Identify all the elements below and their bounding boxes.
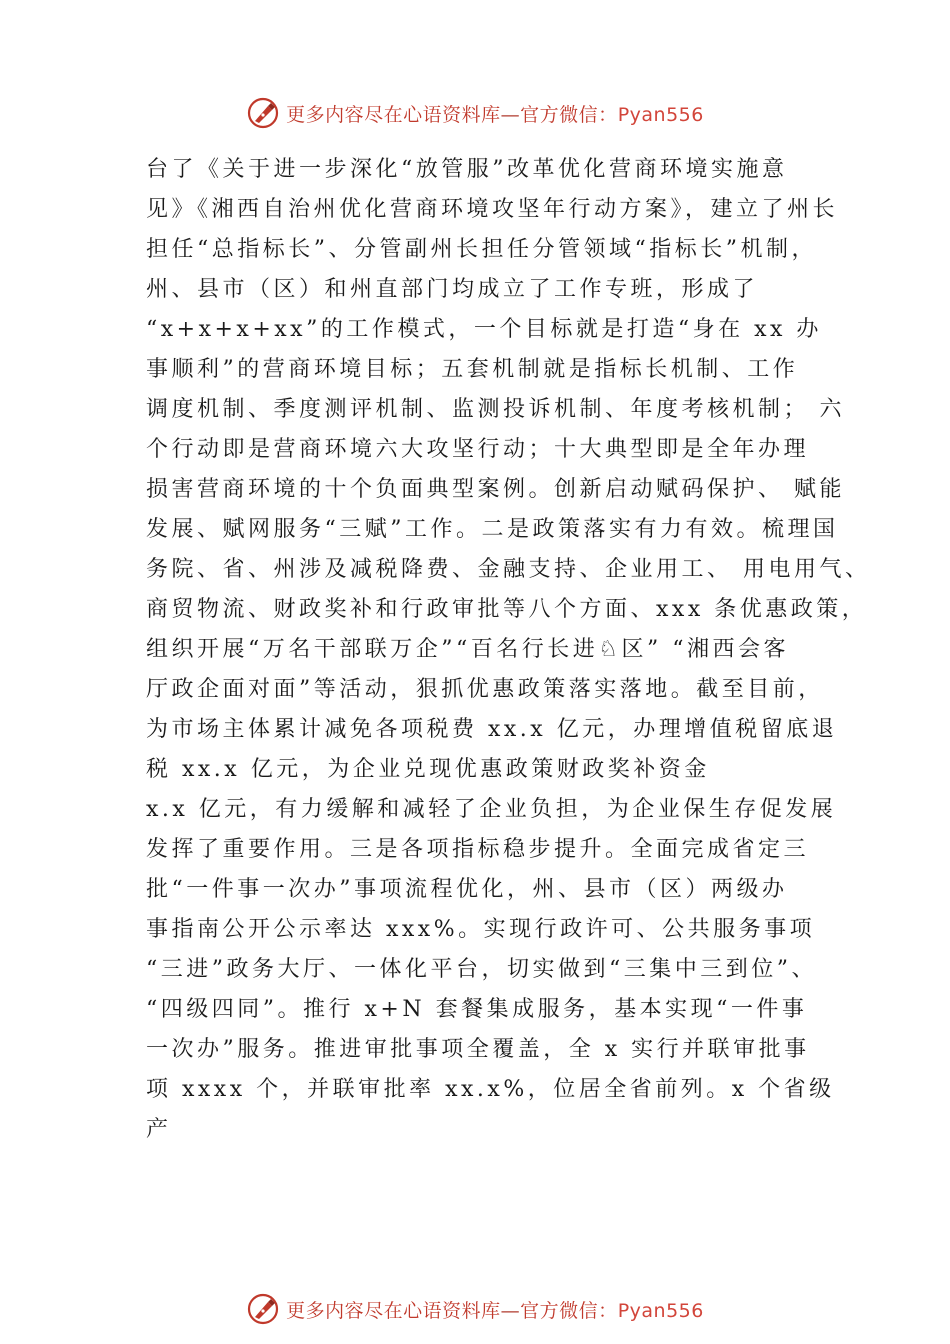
- document-line: 商贸物流、财政奖补和行政审批等八个方面、xxx 条优惠政策，: [146, 597, 868, 622]
- header-banner: [0, 93, 950, 133]
- document-line: x.x 亿元，有力缓解和减轻了企业负担，为企业保生存促发展: [146, 797, 837, 822]
- banner-text: [286, 1296, 704, 1323]
- pen-nib-logo-icon: [246, 96, 280, 130]
- document-line: 发挥了重要作用。三是各项指标稳步提升。全面完成省定三: [146, 837, 810, 862]
- document-line: “三进”政务大厅、一体化平台，切实做到“三集中三到位”、: [146, 957, 817, 982]
- document-line: “四级四同”。推行 x+N 套餐集成服务，基本实现“一件事: [146, 997, 808, 1022]
- document-line: 个行动即是营商环境六大攻坚行动；十大典型即是全年办理: [146, 437, 810, 462]
- banner-wechat-id: Pyan556: [617, 103, 704, 126]
- document-line: 组织开展“万名干部联万企”“百名行长进♘区” “湘西会客: [146, 637, 789, 662]
- document-line: 批“一件事一次办”事项流程优化，州、县市（区）两级办: [146, 877, 788, 902]
- footer-banner: [0, 1289, 950, 1329]
- document-line: “x+x+x+xx”的工作模式，一个目标就是打造“身在 xx 办: [146, 317, 822, 342]
- banner-separator: —: [500, 103, 521, 126]
- banner-label: 官方微信：: [520, 1299, 618, 1322]
- document-line: 见》《湘西自治州优化营商环境攻坚年行动方案》，建立了州长: [146, 197, 839, 222]
- document-line: 为市场主体累计减免各项税费 xx.x 亿元，办理增值税留底退: [146, 717, 838, 742]
- document-line: 项 xxxx 个，并联审批率 xx.x%，位居全省前列。x 个省级: [146, 1077, 835, 1102]
- banner-separator: —: [500, 1299, 521, 1322]
- pen-nib-logo-icon: [246, 1292, 280, 1326]
- document-line: 产: [146, 1117, 172, 1142]
- document-line: 担任“总指标长”、分管副州长担任分管领域“指标长”机制，: [146, 237, 817, 262]
- document-line: 事指南公开公示率达 xxx%。实现行政许可、公共服务事项: [146, 917, 816, 942]
- document-line: 损害营商环境的十个负面典型案例。创新启动赋码保护、 赋能: [146, 477, 845, 502]
- banner-wechat-id: Pyan556: [617, 1299, 704, 1322]
- document-line: 调度机制、季度测评机制、监测投诉机制、年度考核机制； 六: [146, 397, 845, 422]
- document-line: 税 xx.x 亿元，为企业兑现优惠政策财政奖补资金: [146, 757, 710, 782]
- document-line: 厅政企面对面”等活动，狠抓优惠政策落实落地。截至目前，: [146, 677, 824, 702]
- banner-main-text: 更多内容尽在心语资料库: [286, 1299, 501, 1322]
- document-line: 务院、省、州涉及减税降费、金融支持、企业用工、 用电用气、: [146, 557, 871, 582]
- document-body: [146, 150, 871, 1150]
- document-line: 台了《关于进一步深化“放管服”改革优化营商环境实施意: [146, 157, 788, 182]
- banner-label: 官方微信：: [520, 103, 618, 126]
- banner-text: [286, 100, 704, 127]
- document-line: 一次办”服务。推进审批事项全覆盖，全 x 实行并联审批事: [146, 1037, 810, 1062]
- banner-main-text: 更多内容尽在心语资料库: [286, 103, 501, 126]
- document-line: 事顺利”的营商环境目标；五套机制就是指标长机制、工作: [146, 357, 799, 382]
- document-line: 发展、赋网服务“三赋”工作。二是政策落实有力有效。梳理国: [146, 517, 839, 542]
- document-line: 州、县市（区）和州直部门均成立了工作专班，形成了: [146, 277, 759, 302]
